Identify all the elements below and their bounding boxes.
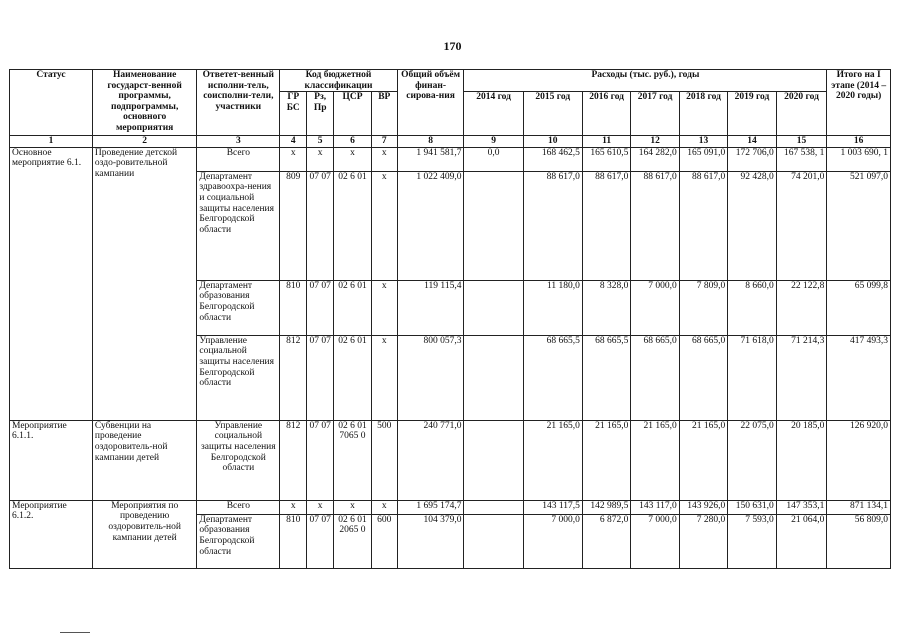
cell-2018: 7 280,0 [679,514,727,568]
cell-vr: х [371,147,397,171]
cell-vr: х [371,500,397,514]
header-year-2019: 2019 год [728,92,776,136]
cell-vr: 500 [371,420,397,500]
cell-rzpr: 07 07 [307,514,334,568]
cell-stage-total: 1 003 690, 1 [827,147,891,171]
cell-2014 [464,335,523,420]
cell-2017: 7 000,0 [631,280,679,335]
cell-vr: х [371,171,397,280]
cell-total: 240 771,0 [397,420,464,500]
cell-total: 1 022 409,0 [397,171,464,280]
header-year-2016: 2016 год [582,92,630,136]
cell-stage-total: 417 493,3 [827,335,891,420]
row-responsible: Департамент образования Белгородской области [197,280,280,335]
cell-2017: 88 617,0 [631,171,679,280]
cell-rzpr: х [307,500,334,514]
cell-2019: 92 428,0 [728,171,776,280]
col-number: 2 [92,136,196,148]
row-responsible: Управление социальной защиты населения Белгородской области [197,420,280,500]
cell-2014 [464,514,523,568]
table-row [10,147,891,171]
cell-csr: х [334,500,372,514]
header-responsible: Ответет-венный исполни-тель, соисполни-тели, участники [197,70,280,136]
column-number-row [10,136,891,148]
cell-stage-total: 126 920,0 [827,420,891,500]
cell-2016: 165 610,5 [582,147,630,171]
cell-2018: 21 165,0 [679,420,727,500]
cell-2018: 7 809,0 [679,280,727,335]
cell-2016: 68 665,5 [582,335,630,420]
cell-csr: 02 6 01 [334,335,372,420]
cell-rzpr: 07 07 [307,171,334,280]
cell-2014 [464,280,523,335]
col-number: 13 [679,136,727,148]
cell-total: 119 115,4 [397,280,464,335]
cell-csr: 02 6 01 2065 0 [334,514,372,568]
col-number: 8 [397,136,464,148]
table-row [10,500,891,514]
cell-2017: 143 117,0 [631,500,679,514]
cell-stage-total: 521 097,0 [827,171,891,280]
header-budget-code: Код бюджетной классификации [280,70,397,92]
header-rzpr: Рз, Пр [307,92,334,136]
cell-vr: 600 [371,514,397,568]
row-name: Мероприятия по проведению оздоровитель-ной кампании детей [92,500,196,568]
cell-grbs: 809 [280,171,307,280]
cell-grbs: 812 [280,335,307,420]
cell-2018: 68 665,0 [679,335,727,420]
cell-total: 1 695 174,7 [397,500,464,514]
row-responsible: Управление социальной защиты населения Белгородской области [197,335,280,420]
page-number: 170 [443,39,462,53]
cell-grbs: х [280,500,307,514]
col-number: 12 [631,136,679,148]
cell-2014 [464,171,523,280]
col-number: 5 [307,136,334,148]
cell-2017: 7 000,0 [631,514,679,568]
cell-stage-total: 871 134,1 [827,500,891,514]
header-csr: ЦСР [334,92,372,136]
row-responsible: Департамент здравоохра-нения и социальной защиты населения Белгородской области [197,171,280,280]
row-responsible: Всего [197,500,280,514]
cell-2020: 74 201,0 [776,171,827,280]
cell-csr: 02 6 01 7065 0 [334,420,372,500]
header-vr: ВР [371,92,397,136]
cell-vr: х [371,280,397,335]
header-year-2018: 2018 год [679,92,727,136]
header-total-volume: Общий объём финан-сирова-ния [397,70,464,136]
cell-2019: 71 618,0 [728,335,776,420]
cell-2020: 71 214,3 [776,335,827,420]
cell-2019: 7 593,0 [728,514,776,568]
cell-2020: 22 122,8 [776,280,827,335]
header-stage-total: Итого на I этапе (2014 – 2020 годы) [827,70,891,136]
row-status: Основное мероприятие 6.1. [10,147,93,420]
col-number: 15 [776,136,827,148]
cell-2018: 88 617,0 [679,171,727,280]
cell-csr: 02 6 01 [334,280,372,335]
table-row [10,420,891,500]
budget-table [9,69,891,569]
cell-2014: 0,0 [464,147,523,171]
cell-grbs: 810 [280,514,307,568]
cell-2015: 88 617,0 [523,171,582,280]
cell-2015: 21 165,0 [523,420,582,500]
cell-2015: 11 180,0 [523,280,582,335]
cell-2016: 21 165,0 [582,420,630,500]
row-status: Мероприятие 6.1.1. [10,420,93,500]
row-responsible: Всего [197,147,280,171]
col-number: 9 [464,136,523,148]
cell-2017: 164 282,0 [631,147,679,171]
cell-2019: 172 706,0 [728,147,776,171]
cell-2015: 7 000,0 [523,514,582,568]
header-expenses: Расходы (тыс. руб.), годы [464,70,827,92]
cell-vr: х [371,335,397,420]
cell-grbs: х [280,147,307,171]
cell-rzpr: 07 07 [307,335,334,420]
row-status: Мероприятие 6.1.2. [10,500,93,568]
header-year-2017: 2017 год [631,92,679,136]
cell-2019: 150 631,0 [728,500,776,514]
cell-total: 800 057,3 [397,335,464,420]
col-number: 3 [197,136,280,148]
cell-rzpr: 07 07 [307,280,334,335]
cell-2019: 8 660,0 [728,280,776,335]
cell-2016: 6 872,0 [582,514,630,568]
col-number: 16 [827,136,891,148]
cell-stage-total: 56 809,0 [827,514,891,568]
scan-mark [60,632,90,633]
cell-rzpr: 07 07 [307,420,334,500]
cell-2014 [464,500,523,514]
row-name: Субвенции на проведение оздоровитель-ной кампании детей [92,420,196,500]
col-number: 4 [280,136,307,148]
cell-total: 1 941 581,7 [397,147,464,171]
header-row [10,70,891,92]
cell-2017: 68 665,0 [631,335,679,420]
cell-stage-total: 65 099,8 [827,280,891,335]
cell-2020: 147 353,1 [776,500,827,514]
cell-2018: 143 926,0 [679,500,727,514]
cell-grbs: 810 [280,280,307,335]
header-status: Статус [10,70,93,136]
cell-rzpr: х [307,147,334,171]
col-number: 1 [10,136,93,148]
col-number: 6 [334,136,372,148]
col-number: 14 [728,136,776,148]
cell-csr: х [334,147,372,171]
cell-2015: 143 117,5 [523,500,582,514]
cell-2015: 168 462,5 [523,147,582,171]
cell-2018: 165 091,0 [679,147,727,171]
cell-2017: 21 165,0 [631,420,679,500]
cell-2016: 88 617,0 [582,171,630,280]
row-name: Проведение детской оздо-ровительной кампании [92,147,196,420]
cell-grbs: 812 [280,420,307,500]
header-name: Наименование государст-венной программы, подпрограммы, основного мероприятия [92,70,196,136]
cell-2015: 68 665,5 [523,335,582,420]
cell-2016: 142 989,5 [582,500,630,514]
header-year-2015: 2015 год [523,92,582,136]
cell-total: 104 379,0 [397,514,464,568]
cell-2020: 21 064,0 [776,514,827,568]
cell-2019: 22 075,0 [728,420,776,500]
col-number: 11 [582,136,630,148]
cell-2020: 167 538, 1 [776,147,827,171]
col-number: 10 [523,136,582,148]
cell-2014 [464,420,523,500]
cell-csr: 02 6 01 [334,171,372,280]
cell-2020: 20 185,0 [776,420,827,500]
row-responsible: Департамент образования Белгородской области [197,514,280,568]
col-number: 7 [371,136,397,148]
header-year-2020: 2020 год [776,92,827,136]
cell-2016: 8 328,0 [582,280,630,335]
header-grbs: ГР БС [280,92,307,136]
header-year-2014: 2014 год [464,92,523,136]
